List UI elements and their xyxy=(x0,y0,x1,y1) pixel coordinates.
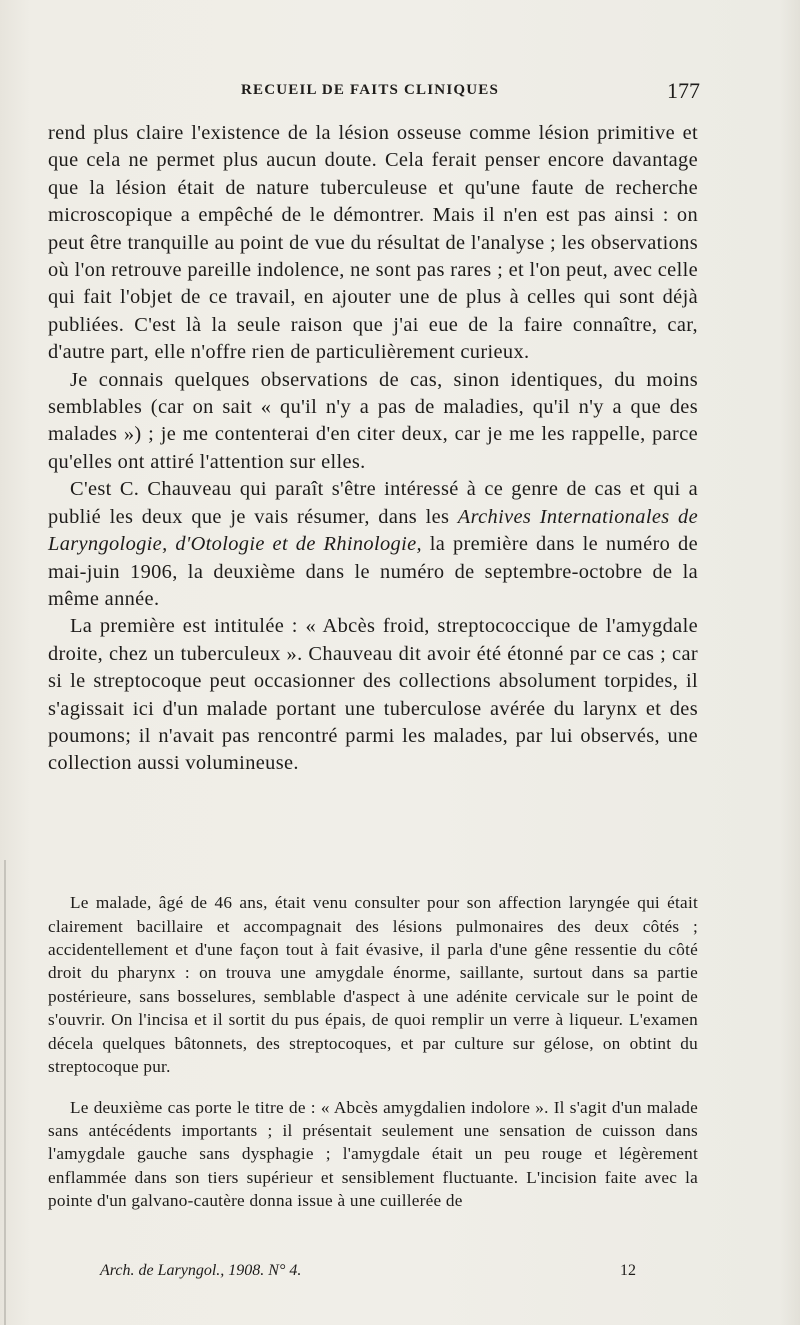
paragraph: rend plus claire l'existence de la lésion osseuse comme lésion primitive et que cela ne permet plus aucun doute. Cela ferait penser encore davantage que la lésion était de nature tuberculeuse et qu'une faute de recherche microscopique a empêché de le démontrer. Mais il n'en est pas ainsi : on peut être tranquille au point de vue du résultat de l'analyse ; les observations où l'on retrouve pareille indolence, ne sont pas rares ; et l'on peut, avec celle qui fait l'objet de ce travail, en ajouter une de plus à celles qui sont déjà publiées. C'est là la seule raison que j'ai eue de la faire connaître, car, d'autre part, elle n'offre rien de particulièrement curieux. xyxy=(48,122,698,364)
paragraph: Je connais quelques observations de cas, sinon identiques, du moins semblables (car on sait « qu'il n'y a pas de maladies, qu'il n'y a que des malades ») ; je me contenterai d'en citer deux, car je me les rappelle, parce qu'elles ont attiré l'attention sur elles. xyxy=(48,368,698,473)
paragraph-text: C'est C. Chauveau qui paraît s'être intéressé à ce genre de cas et qui a publié les deux que je vais résumer, dans les xyxy=(48,478,698,528)
footer-signature: 12 xyxy=(620,1262,636,1279)
running-title: RECUEIL DE FAITS CLINIQUES xyxy=(240,82,500,98)
case-paragraph: Le deuxième cas porte le titre de : « Abcès amygdalien indolore ». Il s'agit d'un malade sans antécédents importants ; il présentait seulement une sensation de cuisson dans l'amygdale gauche sans dysphagie ; l'amygdale était un peu rouge et légèrement enflammée dans son tiers supérieur et sensiblement fluctuante. L'incision faite avec la pointe d'un galvano-cautère donna issue à une cuillerée de xyxy=(48,1097,698,1211)
page-number: 177 xyxy=(667,78,700,103)
page-edge xyxy=(4,860,6,1325)
case-summary xyxy=(48,874,698,1230)
paragraph xyxy=(48,476,698,613)
paragraph: La première est intitulée : « Abcès froid, streptococcique de l'amygdale droite, chez un tuberculeux ». Chauveau dit avoir été étonné par ce cas ; car si le streptocoque peut occasionner des collections absolument torpides, il s'agissait ici d'un malade portant une tuberculose avérée du larynx et des poumons; il n'avait pas rencontré parmi les malades, par lui observés, une collection aussi volumineuse. xyxy=(48,615,698,775)
main-text xyxy=(48,120,698,778)
paragraph-text: la première dans le numéro de mai-juin 1906, la deuxième dans le numéro de septembre-octobre de la même année. xyxy=(48,533,698,610)
journal-title: Archives Internationales de Laryngologie, d'Otologie et de Rhinologie, xyxy=(48,505,698,556)
case-paragraph: Le malade, âgé de 46 ans, était venu consulter pour son affection laryngée qui était clairement bacillaire et accompagnait des lésions pulmonaires des deux côtés ; accidentellement et d'une façon tout à fait évasive, il parla d'une gêne ressentie du côté droit du pharynx : on trouva une amygdale énorme, saillante, surtout dans sa partie postérieure, sans bosselures, semblable d'aspect à une adénite cervicale sur le point de s'ouvrir. On l'incisa et il sortit du pus épais, de quoi remplir un verre à liqueur. L'examen décela quelques bâtonnets, des streptocoques, et par culture sur gélose, on obtint du streptocoque pur. xyxy=(48,893,698,1077)
footer-journal: Arch. de Laryngol., 1908. N° 4. xyxy=(100,1262,302,1279)
running-header xyxy=(0,78,800,102)
